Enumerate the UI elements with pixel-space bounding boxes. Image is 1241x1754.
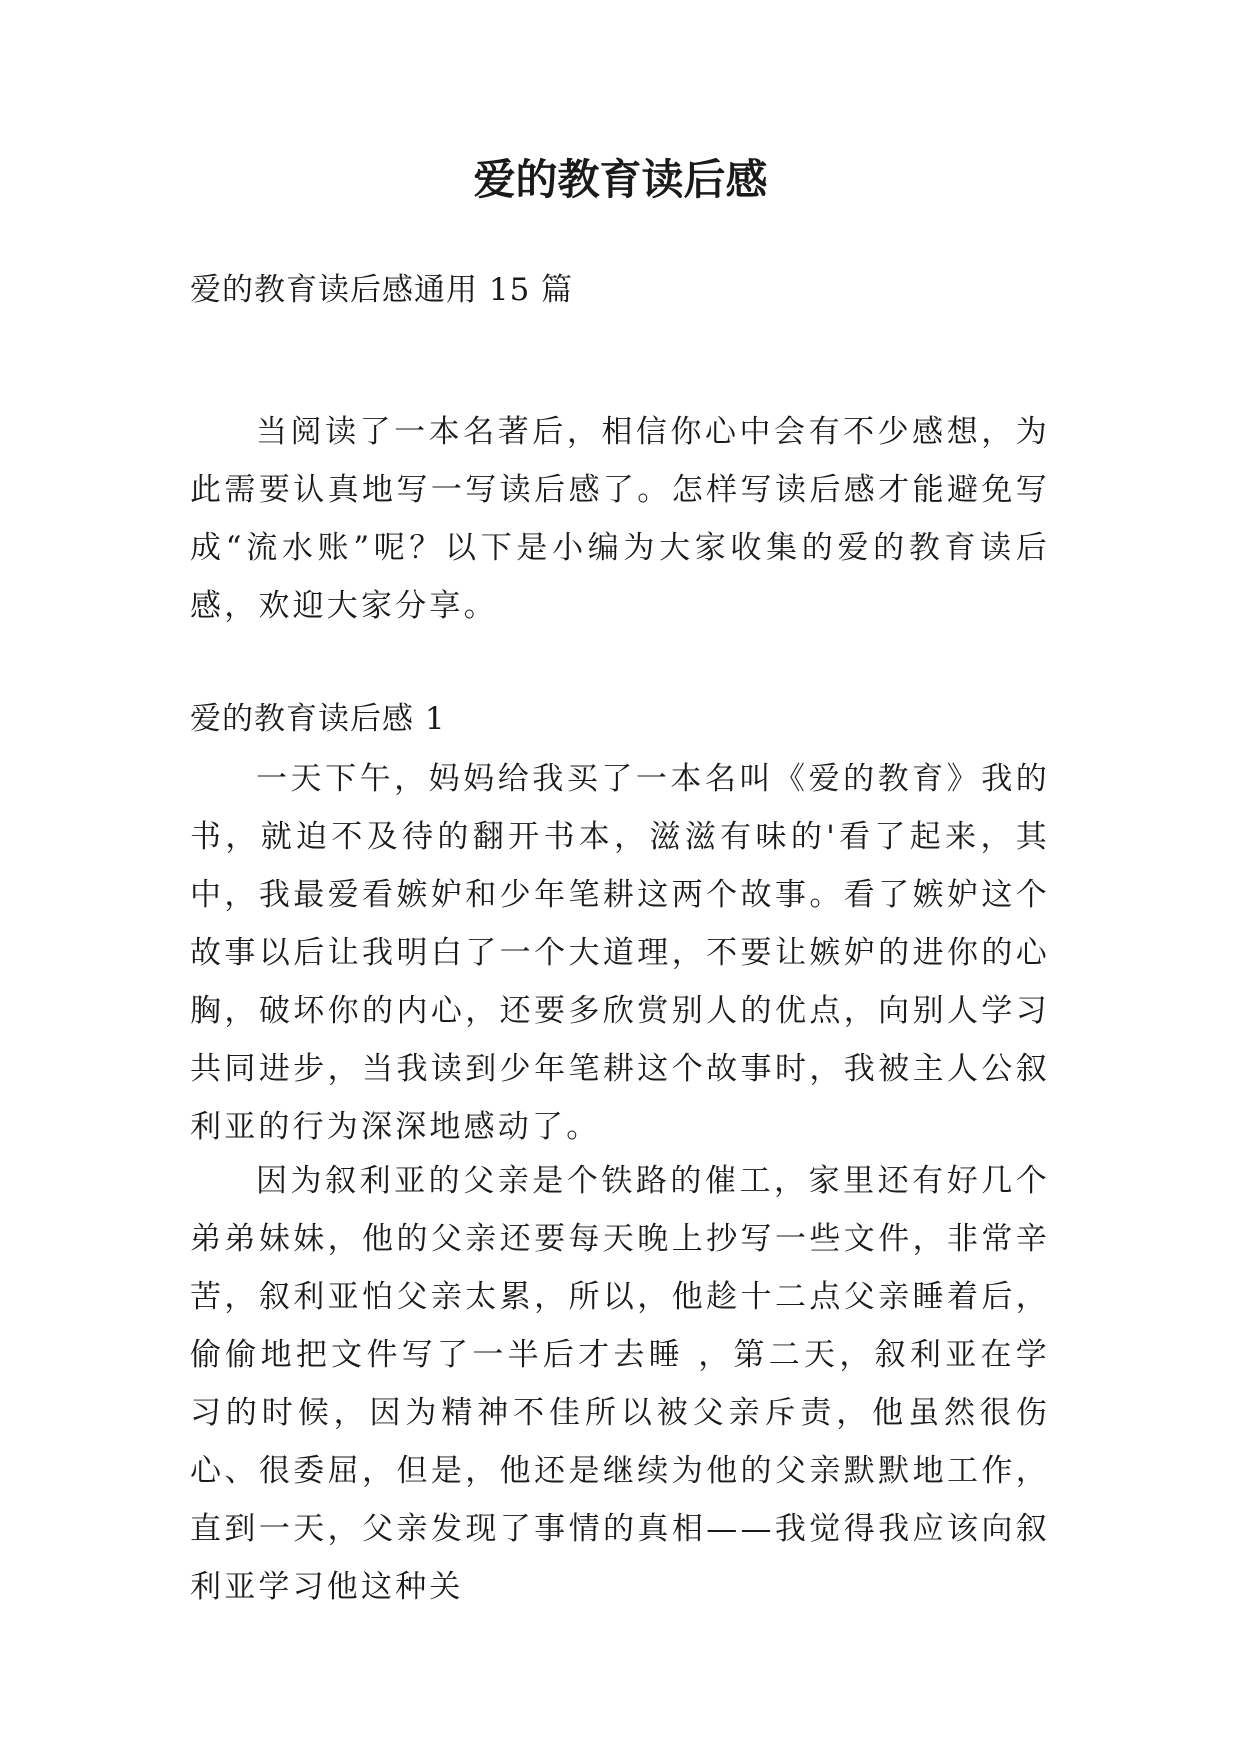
body-paragraph: 一天下午，妈妈给我买了一本名叫《爱的教育》我的书，就迫不及待的翻开书本，滋滋有味的'看了起来，其中，我最爱看嫉妒和少年笔耕这两个故事。看了嫉妒这个故事以后让我明白了一个大道理，不要让嫉妒的进你的心胸，破坏你的内心，还要多欣赏别人的优点，向别人学习共同进步，当我读到少年笔耕这个故事时，我被主人公叙利亚的行为深深地感动了。 xyxy=(190,761,1050,1145)
body-paragraph: 因为叙利亚的父亲是个铁路的催工，家里还有好几个弟弟妹妹，他的父亲还要每天晚上抄写一些文件，非常辛苦，叙利亚怕父亲太累，所以，他趁十二点父亲睡着后，偷偷地把文件写了一半后才去睡 ，第二天，叙利亚在学习的时候，因为精神不佳所以被父亲斥责，他虽然很伤心、很委屈，但是，他还是继续为他的父亲默默地工作，直到一天，父亲发现了事情的真相——我觉得我应该向叙利亚学习他这种关 xyxy=(190,1163,1050,1605)
intro-paragraph: 当阅读了一本名著后，相信你心中会有不少感想，为此需要认真地写一写读后感了。怎样写读后感才能避免写成“流水账”呢？以下是小编为大家收集的爱的教育读后感，欢迎大家分享。 xyxy=(190,414,1050,624)
section-heading: 爱的教育读后感 1 xyxy=(190,701,446,737)
document-subtitle: 爱的教育读后感通用 15 篇 xyxy=(190,272,574,308)
document-title: 爱的教育读后感 xyxy=(473,155,768,204)
